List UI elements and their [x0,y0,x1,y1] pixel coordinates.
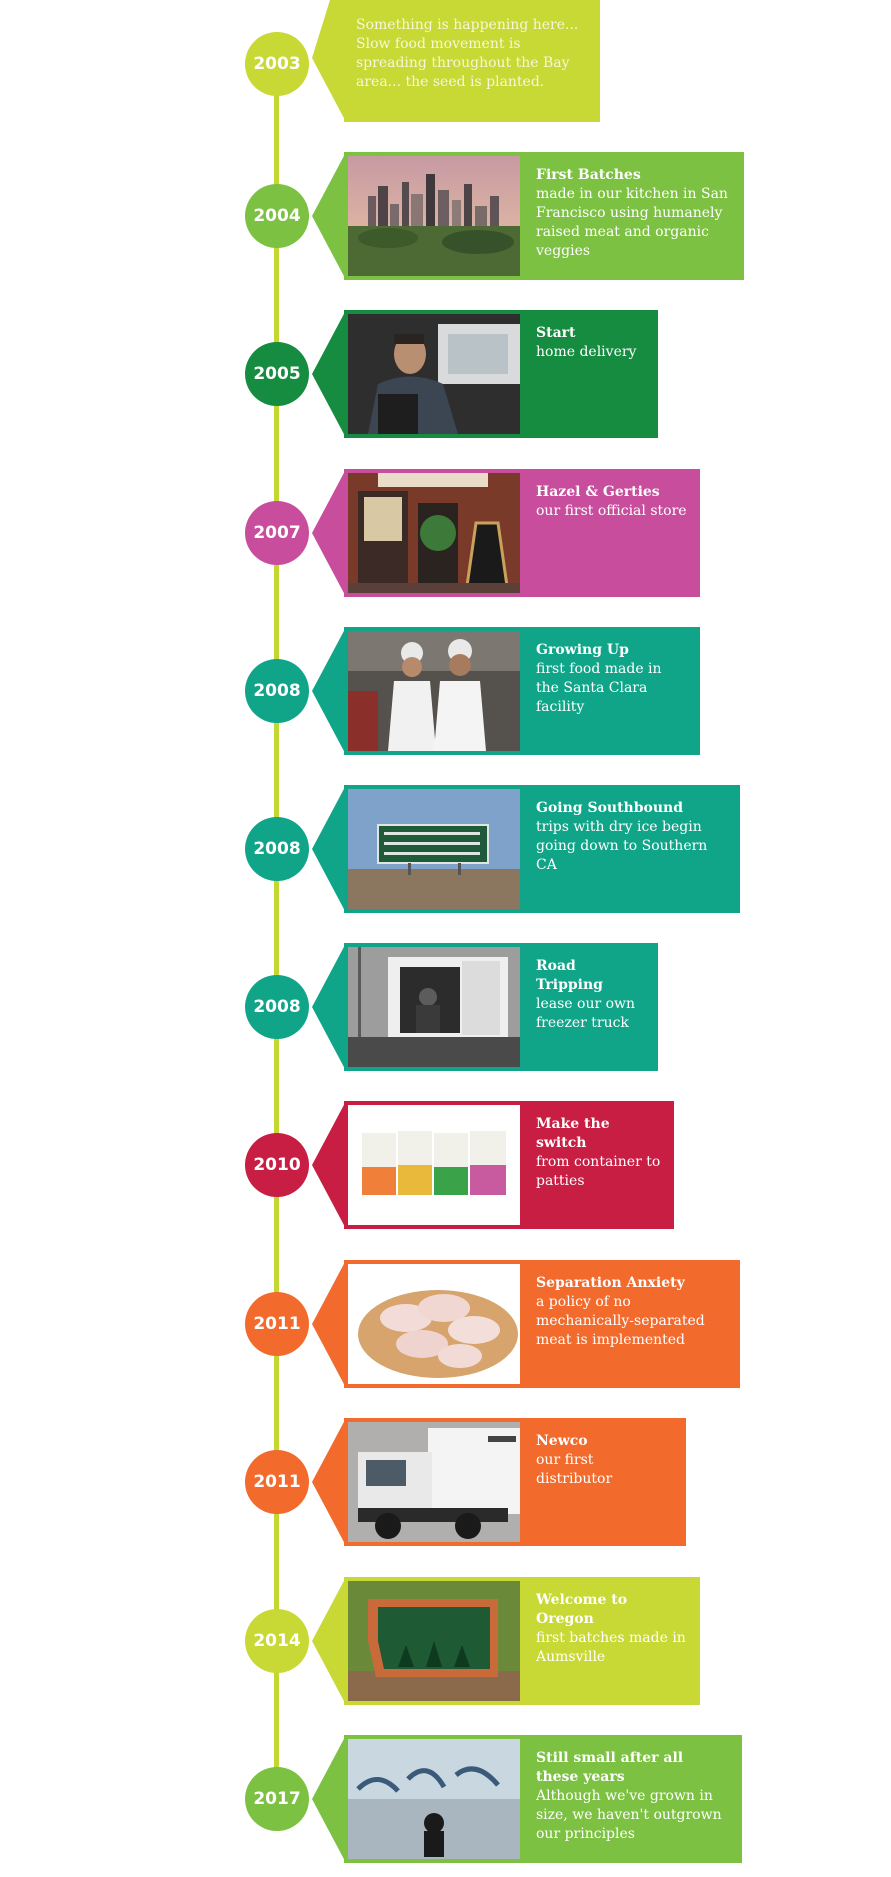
food-packages-photo [348,1105,520,1225]
timeline-entry-2008-southbound [0,785,891,913]
timeline-entry-2014 [0,1577,891,1705]
year-badge: 2008 [245,659,309,723]
year-badge: 2007 [245,501,309,565]
pointer-arrow [312,1735,346,1863]
entry-title: Welcome to Oregon [536,1592,628,1627]
year-badge: 2008 [245,975,309,1039]
timeline-entry-2017 [0,1735,891,1863]
timeline-card [344,1418,686,1546]
we-rule-wall-photo [348,1739,520,1859]
pointer-arrow [312,1260,346,1388]
storefront-photo [348,473,520,593]
entry-title: Road Tripping [536,958,603,993]
entry-description: made in our kitchen in San Francisco using humanely raised meat and organic veggies [536,186,728,259]
city-skyline-photo [348,156,520,276]
timeline-entry-2005 [0,310,891,438]
timeline-card [344,152,744,280]
entry-description: first batches made in Aumsville [536,1630,686,1665]
year-badge: 2011 [245,1450,309,1514]
entry-title: Newco [536,1433,588,1449]
pointer-arrow [312,627,346,755]
pointer-arrow [312,1418,346,1546]
pointer-arrow [312,469,346,597]
entry-description: first food made in the Santa Clara facility [536,661,662,715]
entry-description: lease our own freezer truck [536,996,636,1031]
entry-title: Going Southbound [536,800,683,816]
entry-description: a policy of no mechanically-separated meat is implemented [536,1294,705,1348]
workers-photo [348,631,520,751]
entry-description: our first distributor [536,1452,613,1487]
pointer-arrow [312,943,346,1071]
distributor-truck-photo [348,1422,520,1542]
pointer-arrow [312,785,346,913]
chicken-drumsticks-photo [348,1264,520,1384]
timeline-entry-2010 [0,1101,891,1229]
year-badge: 2003 [245,32,309,96]
pointer-arrow [312,1101,346,1229]
year-badge: 2008 [245,817,309,881]
driver-in-car-photo [348,314,520,434]
year-badge: 2010 [245,1133,309,1197]
entry-title: Make the switch [536,1116,610,1151]
entry-description: from container to patties [536,1154,661,1189]
year-badge: 2011 [245,1292,309,1356]
year-badge: 2004 [245,184,309,248]
timeline-entry-2003 [0,0,891,128]
timeline-card [344,469,700,597]
timeline-card [344,1101,674,1229]
timeline-entry-2008-growing-up [0,627,891,755]
pointer-arrow [312,0,346,128]
year-badge: 2005 [245,342,309,406]
entry-title: Start [536,325,576,341]
entry-title: First Batches [536,167,641,183]
timeline-card [344,1577,700,1705]
timeline-entry-2007 [0,469,891,597]
pointer-arrow [312,152,346,280]
highway-sign-photo [348,789,520,909]
year-badge: 2014 [245,1609,309,1673]
timeline-entry-2004 [0,152,891,280]
freezer-truck-photo [348,947,520,1067]
timeline-entry-2011-newco [0,1418,891,1546]
entry-description: our first official store [536,503,687,519]
entry-description: trips with dry ice begin going down to Southern CA [536,819,708,873]
timeline-card [344,785,740,913]
entry-title: Still small after all these years [536,1750,684,1785]
timeline-card [344,627,700,755]
timeline-entry-2011-separation [0,1260,891,1388]
timeline-card [344,943,658,1071]
entry-title: Separation Anxiety [536,1275,685,1291]
entry-title: Growing Up [536,642,629,658]
pointer-arrow [312,310,346,438]
timeline-entry-2008-road-tripping [0,943,891,1071]
entry-description: home delivery [536,344,637,360]
year-badge: 2017 [245,1767,309,1831]
timeline-card [344,1260,740,1388]
oregon-sign-photo [348,1581,520,1701]
timeline-card [344,0,600,122]
timeline-card [344,1735,742,1863]
timeline-card [344,310,658,438]
pointer-arrow [312,1577,346,1705]
entry-title: Hazel & Gerties [536,484,660,500]
entry-description: Something is happening here... Slow food movement is spreading throughout the Bay area... the seed is planted. [356,17,579,90]
entry-description: Although we've grown in size, we haven't outgrown our principles [536,1788,722,1842]
